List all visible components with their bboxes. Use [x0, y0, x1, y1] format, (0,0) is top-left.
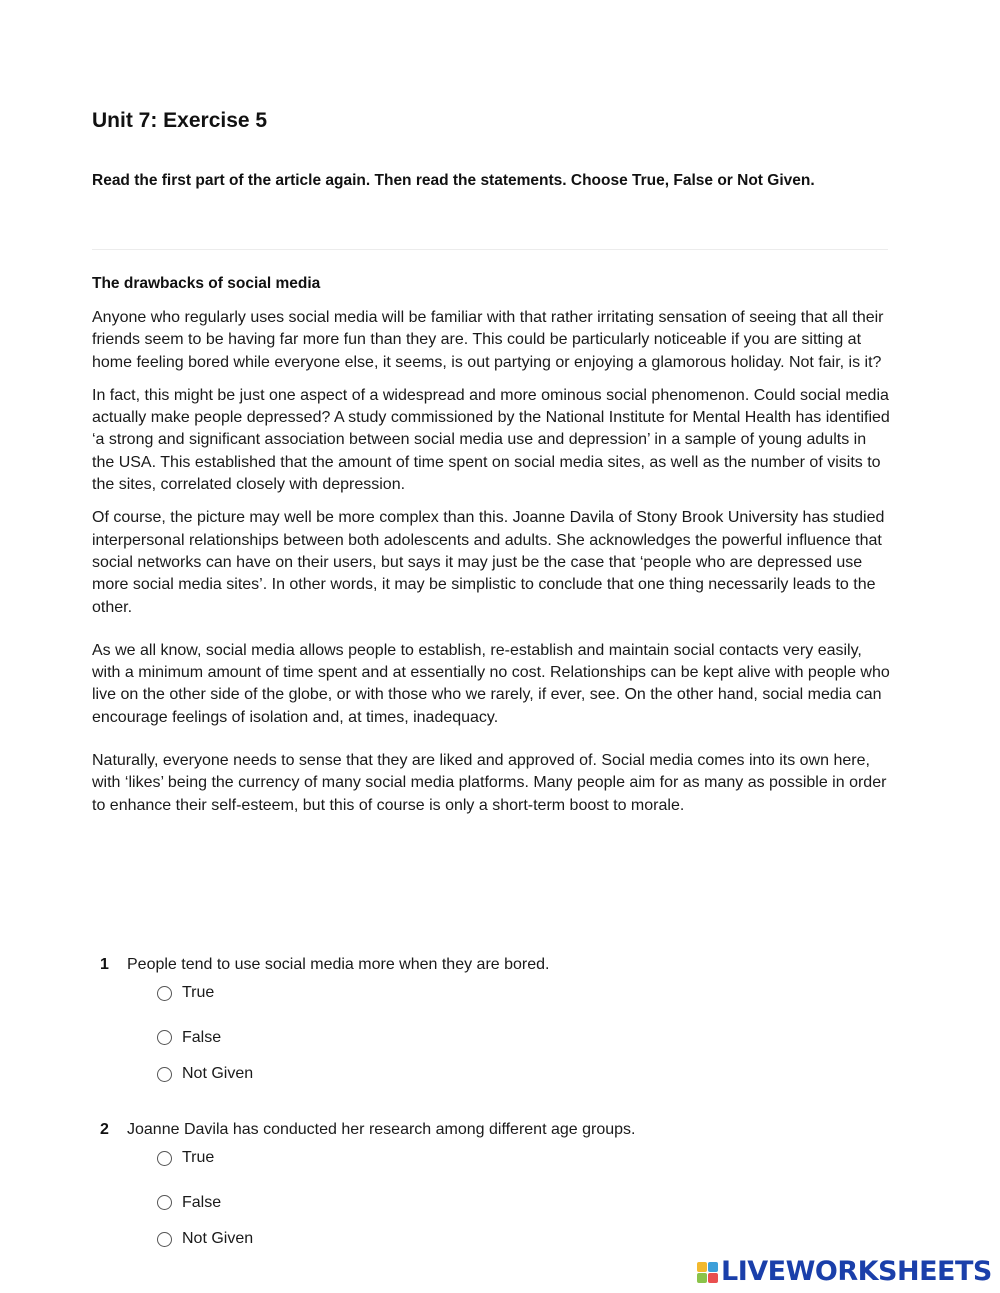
option-false[interactable] [157, 1185, 800, 1222]
logo-tile [697, 1273, 707, 1283]
logo-tile [708, 1262, 718, 1272]
radio-button[interactable] [157, 1232, 172, 1247]
radio-button[interactable] [157, 1030, 172, 1045]
question-text: People tend to use social media more when they are bored. [127, 956, 550, 973]
option-label: Not Given [182, 1065, 254, 1083]
option-not-given[interactable] [157, 1221, 800, 1258]
radio-button[interactable] [157, 1067, 172, 1082]
option-not-given[interactable] [157, 1056, 800, 1093]
question-1 [100, 955, 800, 1093]
option-label: Not Given [182, 1230, 254, 1248]
article-paragraph-4: As we all know, social media allows people to establish, re-establish and maintain social contacts very easily, with a minimum amount of time spent and at essentially no cost. Relationships can be kept alive with people who live on the other side of the globe, or with those who we rarely, if ever, see. On the other hand, social media can encourage feelings of isolation and, at times, inadequacy. [92, 641, 890, 726]
article-paragraph-5: Naturally, everyone needs to sense that they are liked and approved of. Social media comes into its own here, with ‘likes’ being the currency of many social media platforms. Many people aim for as many as possible in order to enhance their self-esteem, but this of course is only a short-term boost to morale. [92, 752, 887, 814]
logo-text: LIVEWORKSHEETS [721, 1256, 992, 1287]
article-heading: The drawbacks of social media [92, 275, 321, 292]
logo-tile [697, 1262, 707, 1272]
radio-button[interactable] [157, 1195, 172, 1210]
question-number: 1 [100, 956, 109, 973]
question-2 [100, 1120, 800, 1258]
divider [92, 249, 888, 250]
option-label: False [182, 1193, 222, 1211]
option-true[interactable] [157, 983, 800, 1003]
option-true[interactable] [157, 1148, 800, 1168]
radio-button[interactable] [157, 1151, 172, 1166]
question-text: Joanne Davila has conducted her research among different age groups. [127, 1121, 636, 1138]
option-label: True [182, 1149, 215, 1166]
answer-options [157, 1148, 800, 1258]
article-paragraph-1: Anyone who regularly uses social media will be familiar with that rather irritating sensation of seeing that all their friends seem to be having far more fun than they are. This could be particularly noticeable if you are sitting at home feeling bored while everyone else, it seems, is out partying or enjoying a glamorous holiday. Not fair, is it? [92, 309, 884, 371]
logo-tile [708, 1273, 718, 1283]
article-paragraph-2: In fact, this might be just one aspect of a widespread and more ominous social phenomenon. Could social media actually make people depressed? A study commissioned by the National Institute for Mental Health has identified ‘a strong and significant association between social media use and depression’ in a sample of young adults in the USA. This established that the amount of time spent on social media sites, as well as the number of visits to the sites, correlated closely with depression. [92, 386, 890, 494]
radio-button[interactable] [157, 986, 172, 1001]
option-false[interactable] [157, 1020, 800, 1057]
question-number: 2 [100, 1121, 109, 1138]
logo-icon [697, 1262, 718, 1283]
article [92, 273, 892, 828]
liveworksheets-logo[interactable] [697, 1257, 992, 1287]
option-label: True [182, 984, 215, 1001]
answer-options [157, 983, 800, 1093]
page-title: Unit 7: Exercise 5 [92, 109, 268, 132]
instructions: Read the first part of the article again. Then read the statements. Choose True, False or Not Given. [92, 172, 815, 189]
option-label: False [182, 1028, 222, 1046]
article-paragraph-3: Of course, the picture may well be more complex than this. Joanne Davila of Stony Brook University has studied interpersonal relationships between both adolescents and adults. She acknowledges the powerful influence that social networks can have on their users, but says it may just be the case that ‘people who are depressed use more social media sites’. In other words, it may be simplistic to conclude that one thing necessarily leads to the other. [92, 509, 885, 616]
